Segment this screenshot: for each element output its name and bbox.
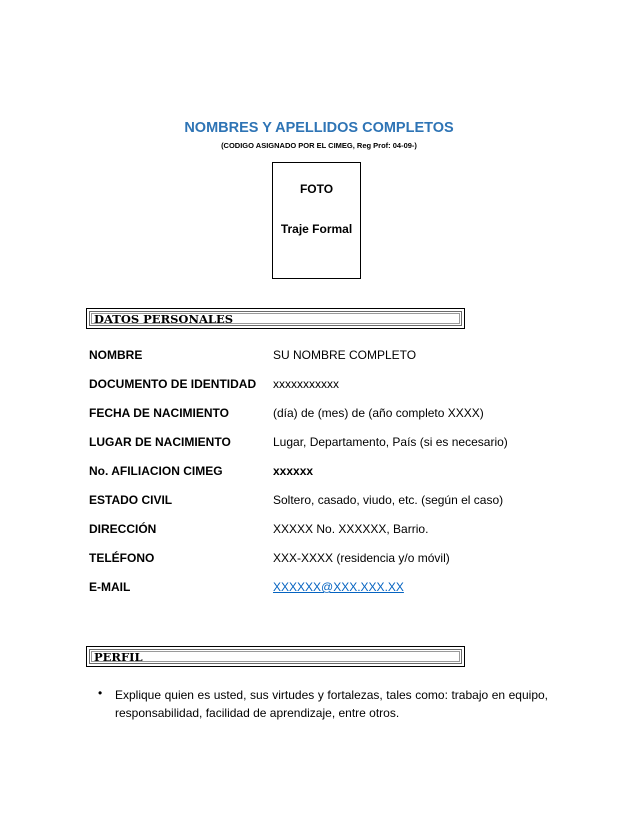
section-header-personal (86, 308, 465, 329)
field-row-email (89, 580, 609, 598)
field-row-lugar-nacimiento (89, 435, 609, 453)
field-value: SU NOMBRE COMPLETO (273, 348, 417, 362)
field-label: DIRECCIÓN (89, 522, 157, 536)
profile-text: Explique quien es usted, sus virtudes y fortalezas, tales como: trabajo en equipo, responsabilidad, facilidad de aprendizaje, entre otros. (115, 688, 548, 720)
photo-label: FOTO (299, 182, 334, 196)
section-title-perfil: PERFIL (94, 650, 143, 664)
field-label: NOMBRE (89, 348, 143, 362)
email-link[interactable]: XXXXXX@XXX.XXX.XX (273, 580, 404, 594)
field-value: Lugar, Departamento, País (si es necesario) (273, 435, 508, 449)
field-value: XXX-XXXX (residencia y/o móvil) (273, 551, 450, 565)
field-value: xxxxxx (273, 464, 314, 478)
field-label: LUGAR DE NACIMIENTO (89, 435, 231, 449)
field-value: XXXXX No. XXXXXX, Barrio. (273, 522, 429, 536)
field-row-estado-civil (89, 493, 609, 511)
field-label: ESTADO CIVIL (89, 493, 173, 507)
photo-placeholder (272, 162, 361, 279)
field-value: Soltero, casado, viudo, etc. (según el caso) (273, 493, 504, 507)
field-label: DOCUMENTO DE IDENTIDAD (89, 377, 257, 391)
field-row-documento (89, 377, 609, 395)
field-row-nombre (89, 348, 609, 366)
field-row-direccion (89, 522, 609, 540)
section-title-personal: DATOS PERSONALES (94, 312, 234, 326)
section-header-perfil (86, 646, 465, 667)
photo-note: Traje Formal (280, 222, 353, 236)
field-row-afiliacion (89, 464, 609, 482)
field-value: xxxxxxxxxxx (273, 377, 339, 391)
document-subtitle: (CODIGO ASIGNADO POR EL CIMEG, Reg Prof: 04-09-) (221, 141, 417, 150)
field-row-fecha-nacimiento (89, 406, 609, 424)
field-label: E-MAIL (89, 580, 131, 594)
document-title: NOMBRES Y APELLIDOS COMPLETOS (184, 120, 454, 136)
bullet-icon: • (98, 686, 103, 700)
field-label: FECHA DE NACIMIENTO (89, 406, 230, 420)
field-label: TELÉFONO (89, 551, 155, 565)
field-value: (día) de (mes) de (año completo XXXX) (273, 406, 484, 420)
field-row-telefono (89, 551, 609, 569)
field-label: No. AFILIACION CIMEG (89, 464, 223, 478)
